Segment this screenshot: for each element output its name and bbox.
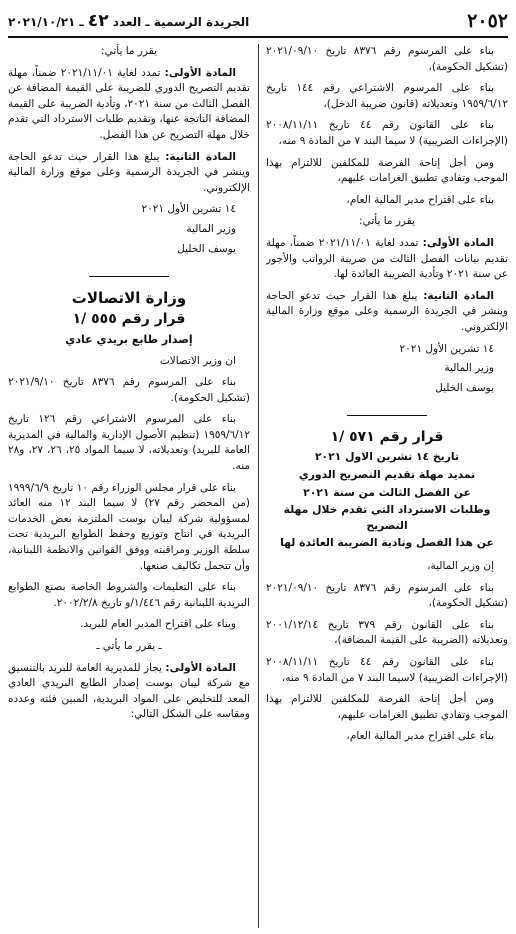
preamble-line: بناء على اقتراح مدير المالية العام، (346, 730, 494, 743)
preamble-line: بناء على قرار مجلس الوزراء رقم ١٠ تاريخ ١٩٩٩/٦/٩ (من المحضر رقم ٢٧) لا سيما البند ١٢ منه العائد لمسؤولية شركة ليبان بوست الملتزمة بعض الخدمات البريدية في انتاج وتوزيع وحفظ الطوابع البريدية تحت سلطة الوزير ومراقبته ووفق القوانين والانظمة اللبنانية، وأن تتحمل تكاليف صنعها. (8, 481, 250, 572)
article-1 (8, 661, 250, 723)
signature-block (8, 202, 250, 257)
article-label: المادة الثانية: (423, 289, 494, 302)
gazette-title (8, 11, 249, 31)
section-rule (8, 267, 250, 283)
article-label: المادة الأولى: (164, 66, 236, 79)
article-text: تمدد لغاية ٢٠٢١/١١/٠١ ضمناً، مهلة تقديم بيانات الفصل الثالث من ضريبة الرواتب والأجور عن سنة ٢٠٢١ وتأدية الضريبة العائدة لها. (266, 236, 508, 281)
signature-title: وزير المالية (444, 362, 494, 375)
decision-title: إصدار طابع بريدي عادي (65, 332, 193, 346)
decides-line: يقرر ما يأتي: (101, 45, 157, 57)
decides-line: يقرر ما يأتي: (359, 215, 415, 228)
decision-heading (266, 449, 508, 551)
article-1 (8, 66, 250, 144)
article-label: المادة الأولى: (165, 661, 236, 674)
column-divider (258, 44, 259, 928)
preamble-line: بناء على المرسوم الاشتراعي رقم ١٢٦ تاريخ ١٩٥٩/٦/١٢ (تنظيم الأصول الإدارية والمالية في المديرية العامة للبريد) وتعديلاته، لا سيما المواد ٢٥، ٢٦، ٢٧، و٢٨ منه. (8, 413, 250, 473)
decision-heading-line: عن الفصل الثالث من سنة ٢٠٢١ (303, 485, 471, 499)
decision-heading-line: عن هذا الفصل وتادية الضريبة العائدة لها (280, 536, 494, 550)
signature-date: ١٤ تشرين الأول ٢٠٢١ (399, 342, 494, 355)
decision-number: قرار رقم ٥٧١ /١ (330, 428, 444, 445)
preamble-line: إن وزير المالية، (427, 560, 494, 573)
article-text: يبلغ هذا القرار حيث تدعو الحاجة وينشر في الجريدة الرسمية وعلى موقع وزارة المالية الإلكتروني. (266, 289, 508, 333)
page-number: ٢٠٥٢ (467, 10, 508, 32)
preamble-line: ان وزير الاتصالات (159, 354, 236, 367)
preamble-line: بناء على القانون رقم ٣٧٩ تاريخ ٢٠٠١/١٢/١٤ وتعديلاته (الضريبة على القيمة المضافة)، (266, 618, 508, 647)
article-label: المادة الثانية: (165, 150, 236, 163)
preamble-line: ومن أجل إتاحة الفرصة للمكلفين للالتزام بهذا الموجب وتفادي تطبيق الغرامات عليهم، (266, 693, 508, 721)
left-column (8, 44, 250, 928)
right-column (266, 44, 508, 928)
article-label: المادة الأولى: (422, 236, 494, 249)
decides-line: ـ يقرر ما يأتي ـ (96, 640, 162, 652)
ministry-heading: وزارة الاتصالات (71, 288, 187, 307)
decision-heading-line: تمديد مهلة تقديم التصريح الدوري (298, 468, 476, 482)
article-1 (266, 236, 508, 283)
preamble-line: بناء على القانون رقم ٤٤ تاريخ ٢٠٠٨/١١/١١ (الإجراءات الضريبية) لاسيما البند ٧ من المادة ٩ منه، (266, 656, 508, 684)
decision-heading-line: وطلبات الاسترداد التي تقدم خلال مهلة التصريح (283, 503, 491, 532)
article-text: تمدد لغاية ٢٠٢١/١١/٠١ ضمناً، مهلة تقديم التصريح الدوري للضريبة على القيمة المضافة عن الفصل الثالث من سنة ٢٠٢١، وتأدية الضريبة على القيمة المضافة الناتجة عنها، وتقديم طلبات الاسترداد التي تقدم خلال مهلة التصريح عن هذا الفصل. (8, 66, 250, 141)
decision-heading-line: تاريخ ١٤ تشرين الاول ٢٠٢١ (314, 450, 460, 464)
preamble-line: بناء على اقتراح مدير المالية العام، (346, 193, 494, 206)
page-header (8, 6, 508, 38)
preamble-line: بناء على المرسوم رقم ٨٣٧٦ تاريخ ٢٠٢١/٠٩/١٠ (تشكيل الحكومة)، (266, 45, 508, 73)
preamble-line: بناء على المرسوم الاشتراعي رقم ١٤٤ تاريخ ١٩٥٩/٦/١٢ وتعديلاته (قانون ضريبة الدخل)، (266, 82, 508, 110)
preamble-line: ومن أجل إتاحة الفرصة للمكلفين للالتزام بهذا الموجب وتفادي تطبيق الغرامات عليهم، (266, 156, 508, 185)
gazette-name: الجريدة الرسمية ـ العدد (112, 15, 250, 29)
preamble-line: بناء على المرسوم رقم ٨٣٧٦ تاريخ ٢٠٢١/٠٩/١٠ (تشكيل الحكومة)، (266, 581, 508, 610)
section-rule (266, 406, 508, 422)
article-text: يجاز للمديرية العامة للبريد بالتنسيق مع شركة ليبان بوست إصدار الطابع البريدي العادي المعد للتخليص على المواد البريدية، المبين فئته وعدده ومقاسه على الشكل التالي: (8, 661, 250, 721)
signature-block (266, 342, 508, 397)
signature-name: يوسف الخليل (177, 242, 236, 255)
article-2 (266, 289, 508, 336)
signature-name: يوسف الخليل (435, 381, 494, 394)
issue-number: ٤٢ (87, 11, 109, 31)
preamble-line: بناء على المرسوم رقم ٨٣٧٦ تاريخ ٢٠٢١/٩/١٠ (تشكيل الحكومة). (8, 376, 250, 404)
signature-title: وزير المالية (186, 222, 236, 235)
signature-date: ١٤ تشرين الأول ٢٠٢١ (141, 203, 236, 216)
decision-number: قرار رقم ٥٥٥ /١ (72, 311, 186, 328)
preamble-line: وبناء على اقتراح المدير العام للبريد. (80, 618, 236, 631)
article-text: يبلغ هذا القرار حيث تدعو الحاجة وينشر في الجريدة الرسمية وعلى موقع وزارة المالية الإلكتروني. (8, 150, 250, 194)
issue-date: ـ ٢٠٢١/١٠/٢١ (8, 15, 84, 29)
article-2 (8, 150, 250, 197)
preamble-line: بناء على القانون رقم ٤٤ تاريخ ٢٠٠٨/١١/١١ (الإجراءات الضريبية) لا سيما البند ٧ من المادة ٩ منه، (266, 119, 508, 147)
preamble-line: بناء على التعليمات والشروط الخاصة بصنع الطوابع البريدية اللبنانية رقم ١/٤٤٦/و تاريخ ٢٠٠٢/٢/٨. (8, 581, 250, 609)
